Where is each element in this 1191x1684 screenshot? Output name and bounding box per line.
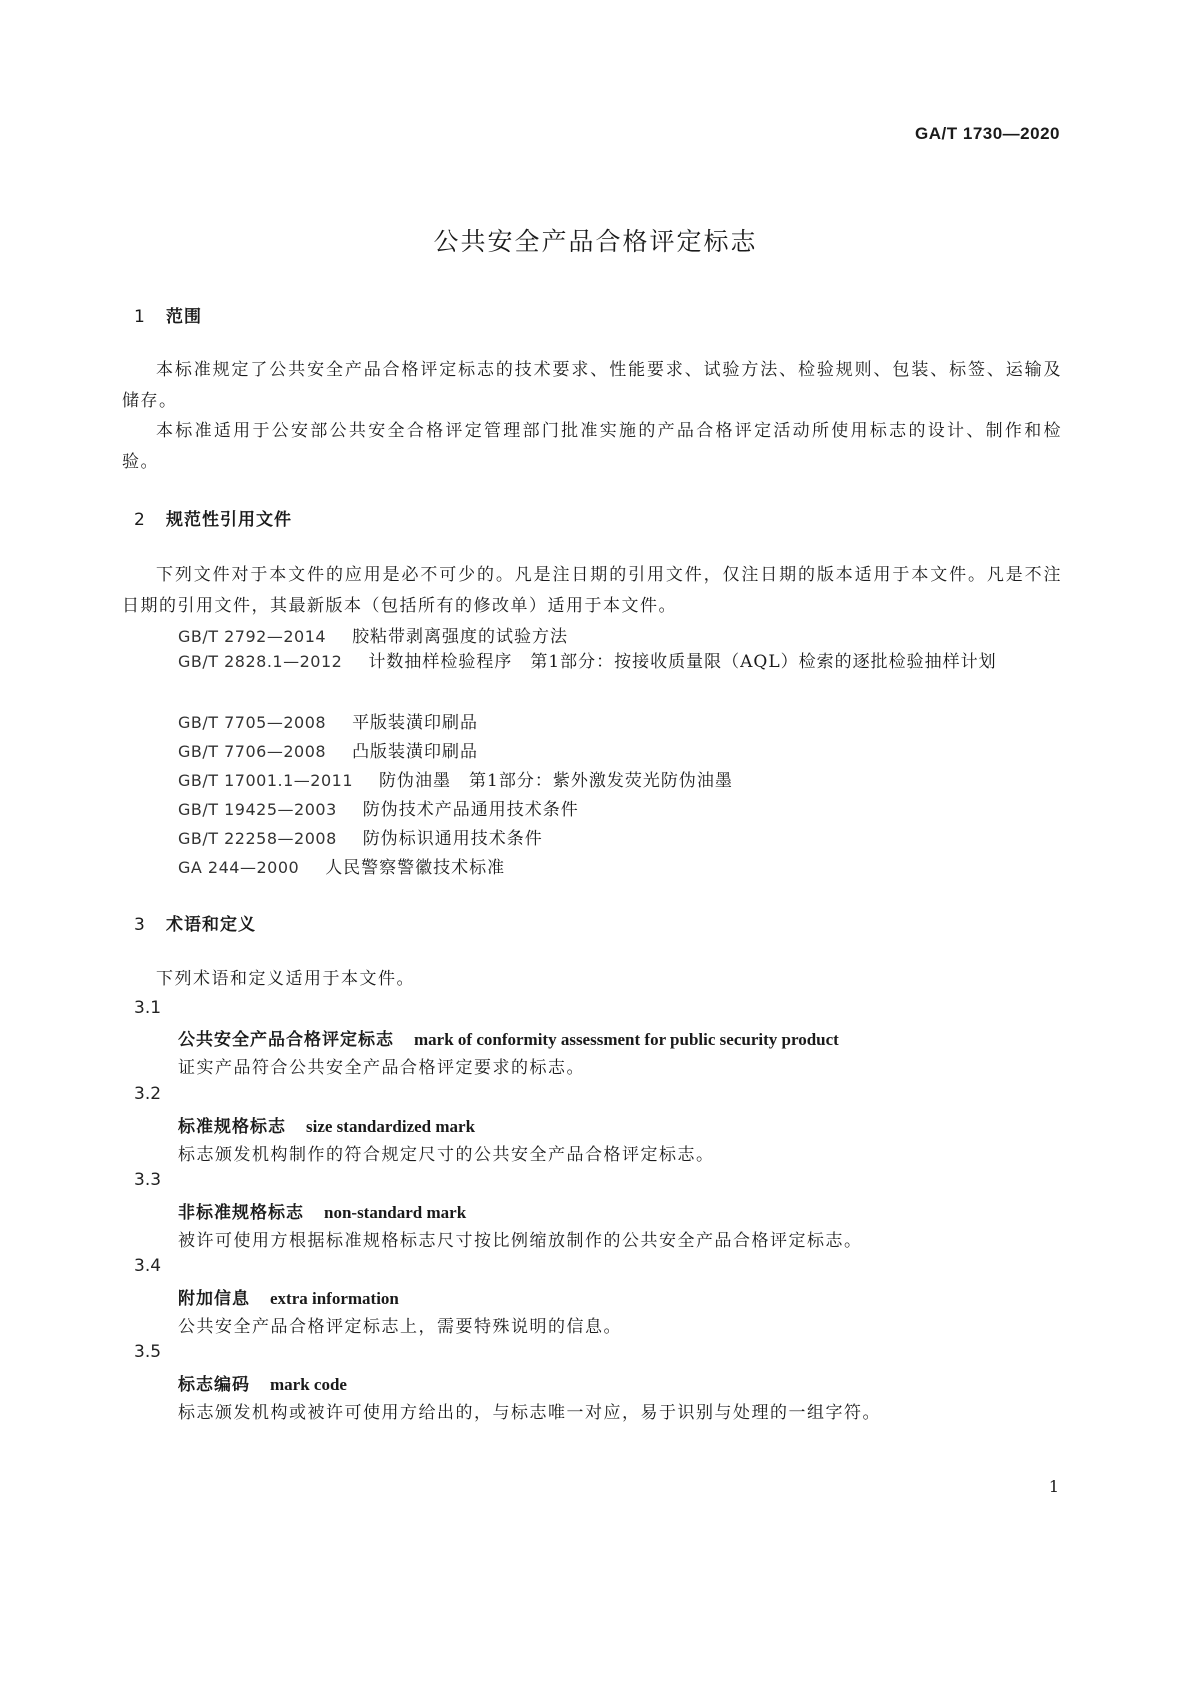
term-definition: 标志颁发机构制作的符合规定尺寸的公共安全产品合格评定标志。 (178, 1145, 715, 1165)
page-number: 1 (1048, 1477, 1059, 1496)
scope-paragraph-2: 本标准适用于公安部公共安全合格评定管理部门批准实施的产品合格评定活动所使用标志的设计、制作和检验。 (122, 421, 1062, 472)
reference-code: GB/T 2792—2014 (178, 627, 327, 646)
reference-item (178, 795, 579, 820)
term-cn: 标志编码 (178, 1375, 250, 1395)
section-title: 术语和定义 (166, 915, 256, 935)
reference-item (178, 766, 733, 791)
reference-code: GA 244—2000 (178, 858, 300, 877)
reference-title: 人民警察警徽技术标准 (325, 858, 506, 878)
standard-number: GA/T 1730—2020 (915, 124, 1060, 143)
reference-code: GB/T 7706—2008 (178, 742, 327, 761)
term-heading (178, 1198, 466, 1223)
term-definition: 被许可使用方根据标准规格标志尺寸按比例缩放制作的公共安全产品合格评定标志。 (178, 1231, 863, 1251)
term-cn: 非标准规格标志 (178, 1203, 304, 1223)
term-number: 3.4 (134, 1256, 162, 1276)
reference-title: 凸版装潢印刷品 (352, 742, 479, 762)
term-heading (178, 1112, 475, 1137)
term-heading (178, 1284, 399, 1309)
term-heading (178, 1025, 839, 1050)
reference-item (178, 853, 505, 878)
references-intro: 下列文件对于本文件的应用是必不可少的。凡是注日期的引用文件，仅注日期的版本适用于本文件。凡是不注日期的引用文件，其最新版本（包括所有的修改单）适用于本文件。 (122, 565, 1062, 616)
term-number: 3.1 (134, 998, 162, 1018)
term-en: mark of conformity assessment for public security product (414, 1030, 839, 1049)
term-en: non-standard mark (324, 1203, 467, 1222)
term-number: 3.2 (134, 1084, 162, 1104)
document-title: 公共安全产品合格评定标志 (433, 227, 758, 256)
reference-item (122, 646, 1067, 678)
reference-title: 防伪技术产品通用技术条件 (362, 800, 579, 820)
reference-title: 计数抽样检验程序 第1部分：按接收质量限（AQL）检索的逐批检验抽样计划 (368, 652, 997, 672)
reference-title: 防伪标识通用技术条件 (362, 829, 543, 849)
term-definition: 公共安全产品合格评定标志上，需要特殊说明的信息。 (178, 1317, 622, 1337)
section-heading-3 (134, 910, 256, 935)
reference-title: 平版装潢印刷品 (352, 713, 479, 733)
term-en: extra information (270, 1289, 399, 1308)
reference-item (178, 708, 478, 733)
section-heading-2 (134, 505, 292, 530)
term-cn: 附加信息 (178, 1289, 250, 1309)
reference-code: GB/T 19425—2003 (178, 800, 337, 819)
reference-code: GB/T 2828.1—2012 (178, 652, 343, 671)
section-title: 范围 (166, 307, 202, 327)
scope-paragraph-1: 本标准规定了公共安全产品合格评定标志的技术要求、性能要求、试验方法、检验规则、包装、标签、运输及储存。 (122, 360, 1062, 411)
term-number: 3.5 (134, 1342, 162, 1362)
reference-item (178, 622, 568, 647)
reference-code: GB/T 7705—2008 (178, 713, 327, 732)
term-number: 3.3 (134, 1170, 162, 1190)
reference-code: GB/T 22258—2008 (178, 829, 337, 848)
section-number: 2 (134, 510, 146, 530)
term-heading (178, 1370, 347, 1395)
section-number: 1 (134, 307, 146, 327)
term-cn: 标准规格标志 (178, 1117, 286, 1137)
reference-title: 防伪油墨 第1部分：紫外激发荧光防伪油墨 (379, 771, 733, 791)
term-cn: 公共安全产品合格评定标志 (178, 1030, 394, 1050)
term-en: size standardized mark (306, 1117, 476, 1136)
term-en: mark code (270, 1375, 347, 1394)
term-definition: 标志颁发机构或被许可使用方给出的，与标志唯一对应，易于识别与处理的一组字符。 (178, 1403, 881, 1423)
reference-item (178, 737, 478, 762)
reference-item (178, 824, 543, 849)
section-title: 规范性引用文件 (166, 510, 292, 530)
section-heading-1 (134, 302, 202, 327)
reference-title: 胶粘带剥离强度的试验方法 (352, 627, 569, 647)
reference-code: GB/T 17001.1—2011 (178, 771, 354, 790)
term-definition: 证实产品符合公共安全产品合格评定要求的标志。 (178, 1058, 585, 1078)
terms-intro: 下列术语和定义适用于本文件。 (156, 969, 415, 989)
section-number: 3 (134, 915, 146, 935)
